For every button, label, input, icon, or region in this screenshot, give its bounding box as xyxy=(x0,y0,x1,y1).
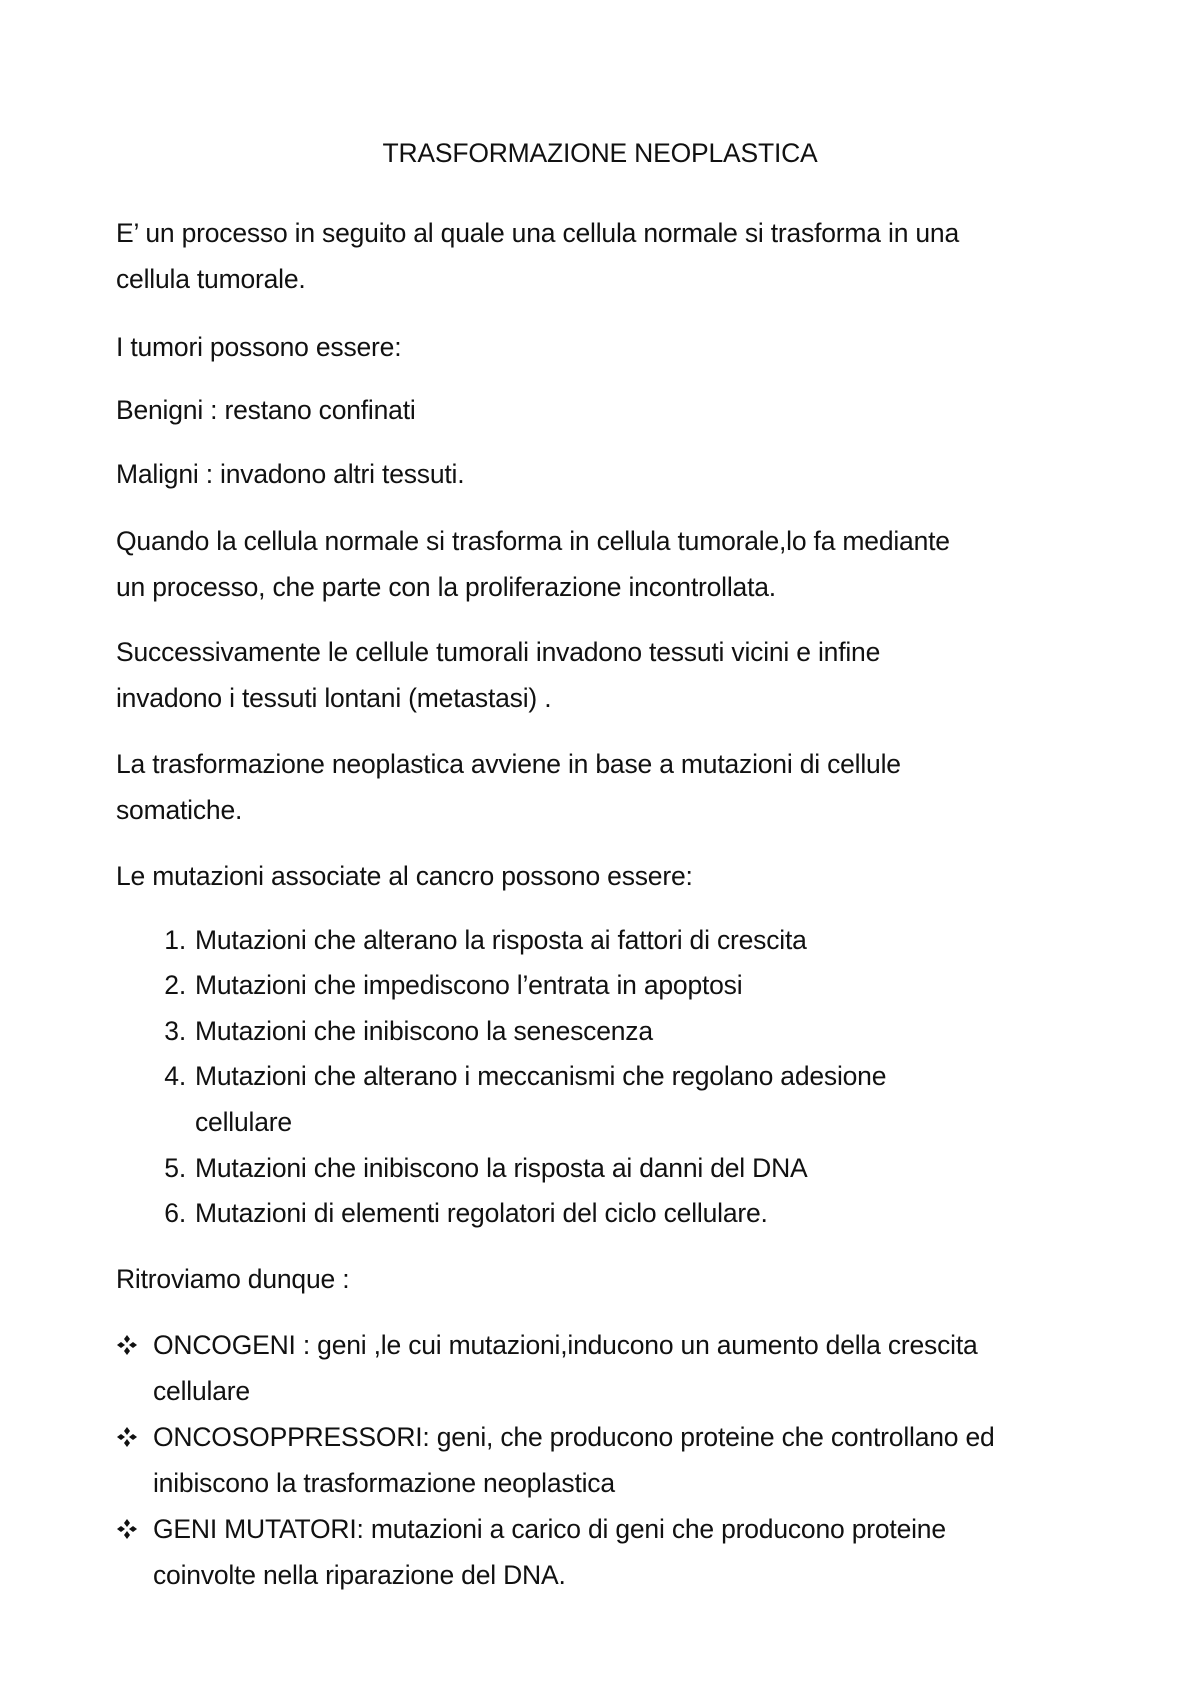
paragraph-line: Ritroviamo dunque : xyxy=(116,1264,350,1294)
page-title: TRASFORMAZIONE NEOPLASTICA xyxy=(382,138,818,168)
paragraph-line: Benigni : restano confinati xyxy=(116,395,416,425)
paragraph-line: un processo, che parte con la proliferazione incontrollata. xyxy=(116,572,776,602)
four-diamond-bullet-icon xyxy=(116,1328,144,1362)
bullet-item: ONCOSOPPRESSORI: geni, che producono proteine che controllano ed xyxy=(153,1422,995,1452)
list-item: Mutazioni che alterano la risposta ai fattori di crescita xyxy=(195,925,807,955)
paragraph-line: Le mutazioni associate al cancro possono essere: xyxy=(116,861,693,891)
list-item: Mutazioni che inibiscono la risposta ai danni del DNA xyxy=(195,1153,808,1183)
list-item-continuation: cellulare xyxy=(195,1107,292,1137)
paragraph-line: somatiche. xyxy=(116,795,243,825)
bullet-item-continuation: inibiscono la trasformazione neoplastica xyxy=(153,1468,615,1498)
list-number: 4. xyxy=(164,1061,186,1091)
list-number: 3. xyxy=(164,1016,186,1046)
list-item: Mutazioni che impediscono l’entrata in apoptosi xyxy=(195,970,743,1000)
bullet-item: ONCOGENI : geni ,le cui mutazioni,inducono un aumento della crescita xyxy=(153,1330,978,1360)
paragraph-line: La trasformazione neoplastica avviene in base a mutazioni di cellule xyxy=(116,749,901,779)
paragraph-line: Quando la cellula normale si trasforma in cellula tumorale,lo fa mediante xyxy=(116,526,950,556)
list-item: Mutazioni di elementi regolatori del ciclo cellulare. xyxy=(195,1198,768,1228)
paragraph-line: I tumori possono essere: xyxy=(116,332,402,362)
paragraph-line: cellula tumorale. xyxy=(116,264,306,294)
list-number: 2. xyxy=(164,970,186,1000)
bullet-item: GENI MUTATORI: mutazioni a carico di geni che producono proteine xyxy=(153,1514,946,1544)
four-diamond-bullet-icon xyxy=(116,1420,144,1454)
paragraph-line: E’ un processo in seguito al quale una cellula normale si trasforma in una xyxy=(116,218,960,248)
bullet-item-continuation: coinvolte nella riparazione del DNA. xyxy=(153,1560,566,1590)
paragraph-line: invadono i tessuti lontani (metastasi) . xyxy=(116,683,552,713)
list-item: Mutazioni che inibiscono la senescenza xyxy=(195,1016,653,1046)
bullet-item-continuation: cellulare xyxy=(153,1376,250,1406)
list-number: 5. xyxy=(164,1153,186,1183)
list-item: Mutazioni che alterano i meccanismi che regolano adesione xyxy=(195,1061,887,1091)
four-diamond-bullet-icon xyxy=(116,1512,144,1546)
list-number: 1. xyxy=(164,925,186,955)
paragraph-line: Maligni : invadono altri tessuti. xyxy=(116,459,465,489)
list-number: 6. xyxy=(164,1198,186,1228)
paragraph-line: Successivamente le cellule tumorali invadono tessuti vicini e infine xyxy=(116,637,881,667)
